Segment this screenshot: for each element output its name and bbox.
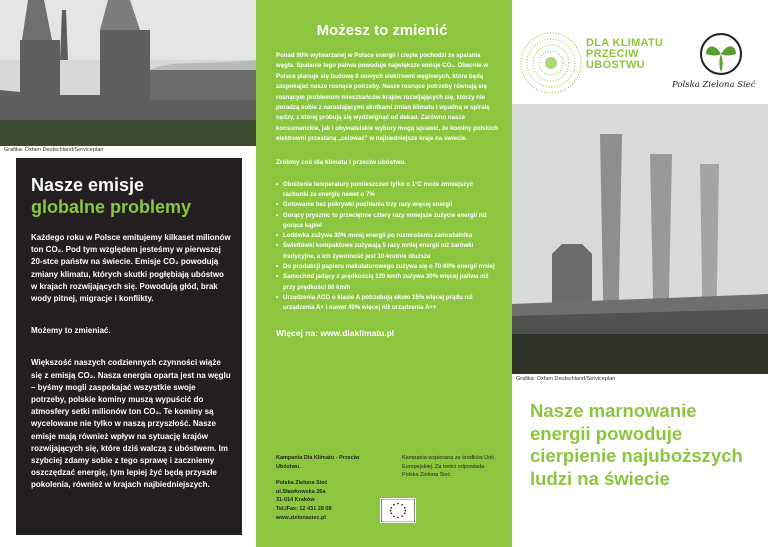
call-to-action: Zróbmy coś dla klimatu i przeciw ubóstwu.: [276, 158, 406, 166]
chimneys-illustration: [0, 0, 256, 146]
photo-caption: Grafika: Oxfam Deutschland/Serviceplan: [4, 147, 104, 153]
list-item: • Urządzenia AGD o klasie A potrzebują około 15% więcej prądu niż urządzenia A+ i nawet 40% więcej niż urządzenia A++: [276, 293, 500, 314]
heading-line2: globalne problemy: [31, 197, 192, 217]
power-plant-photo-top: [0, 0, 256, 146]
paragraph-2: Możemy to zmieniać.: [31, 326, 111, 336]
emissions-box: [16, 158, 242, 535]
footer: [276, 454, 506, 522]
list-item: • Gotowanie bez pokrywki pochłania trzy razy więcej energii: [276, 200, 500, 210]
list-item: • Lodówka zużywa 30% mniej energii po rozmrożeniu zamrażalnika: [276, 231, 500, 241]
right-heading: Nasze marnowanie energii powoduje cierpienie najuboższych ludzi na świecie: [530, 400, 743, 489]
left-panel: [0, 0, 256, 547]
chimneys-illustration: [512, 104, 768, 374]
dla-klimatu-logo-icon: [516, 28, 586, 98]
footer-support: [402, 454, 502, 522]
org-phone: Tel./Fax: 12 431 28 08: [276, 505, 332, 512]
list-item: • Świetlówki kompaktowe zużywają 5 razy mniej energii niż żarówki tradycyjne, a ich żywotność jest 10-krotnie dłuższa: [276, 241, 500, 262]
org-city: 31-014 Kraków: [276, 497, 315, 504]
footer-contact: [276, 454, 380, 522]
middle-panel: [256, 0, 512, 547]
heading-line1: Nasze emisje: [31, 175, 145, 195]
org-web[interactable]: www.zielonasiec.pl: [276, 514, 326, 521]
org-street: ul.Sławkowska 26a: [276, 488, 326, 495]
list-item: • Gorący prysznic to przeciętnie cztery razy mniejsze zużycie energii niż gorąca kąpiel: [276, 211, 500, 232]
logo-campaign-text: DLA KLIMATU PRZECIW UBÓSTWU: [586, 37, 664, 71]
website-link[interactable]: Więcej na: www.dlaklimatu.pl: [276, 327, 395, 338]
list-item: • Do produkcji papieru makulaturowego zużywa się o 70-90% energii mniej: [276, 262, 500, 272]
power-plant-photo-right: [512, 104, 768, 374]
polska-zielona-siec-logo-icon: [696, 32, 746, 76]
campaign-name: Kampania Dla Klimatu - Przeciw Ubóstwu.: [276, 455, 360, 470]
paragraph-1: Każdego roku w Polsce emitujemy kilkaset milionów ton CO₂. Pod tym względem jesteśmy w pierwszej 20-stce państw na świecie. Emisje CO₂ powodują zmiany klimatu, których skutki pogłębiają ubóstwo w krajach rozwijających się. Powodują głód, brak wody pitnej, migracje i konflikty.: [31, 233, 231, 304]
right-panel: [512, 0, 768, 547]
panel-title: Możesz to zmienić: [316, 22, 448, 39]
list-item: • Samochód jadący z prędkością 120 km/h zużywa 30% więcej paliwa niż przy prędkości 80 km/h: [276, 272, 500, 293]
org-logo-text: Polska Zielona Sieć: [672, 80, 756, 90]
tips-list: [274, 180, 500, 314]
org-name: Polska Zielona Sieć: [276, 480, 328, 487]
support-text: Kampania wspierana ze środków Unii Europejskiej. Za treści odpowiada Polska Zielona Sieć.: [402, 455, 494, 479]
eu-flag-icon: [380, 498, 416, 523]
paragraph-3: Większość naszych codziennych czynności wiąże się z emisją CO₂. Nasza energia oparta jest na węglu – byśmy mogli zaspokajać wszystkie swoje potrzeby, polskie kominy muszą wypuścić do atmosfery setki milionów ton CO₂. Te kominy są wycelowane nie tylko w naszą przyszłość. Nasze emisje mają również wpływ na sytuację krajów rozwijających się, które dziś walczą z ubóstwem. Im szybciej zdamy sobie z tego sprawę i zaczniemy oszczędzać energię, tym lepiej żyć będą przyszłe pokolenia, również w krajach najbiedniejszych.: [31, 358, 231, 490]
intro-text: Ponad 90% wytwarzanej w Polsce energii i ciepła pochodzi ze spalania węgla. Spalanie tego paliwa powoduje największe emisje CO₂. Obecnie w Polsce planuje się budowę 8 nowych elektrowni węglowych, które będą zaspokajać nasze rosnące potrzeby. Nasze rosnące potrzeby równają się rosnącym problemom mieszkańców krajów rozwijających się, którzy nie poradzą sobie z narastającymi skutkami zmian klimatu i wpadną w spiralę nędzy, z której próbują się wydźwignąć od dekad. Zarówno nasze konsumenckie, jak i obywatelskie wybory mogą sprawić, że kominy polskich elektrowni przestaną „celować" w najbiedniejsze kraje na świecie.: [276, 52, 498, 143]
photo-caption: Grafika: Oxfam Deutschland/Serviceplan: [516, 376, 616, 382]
list-item: • Obniżenie temperatury pomieszczeń tylko o 1°C może zmniejszyć rachunki za energię nawet o 7%: [276, 180, 500, 201]
